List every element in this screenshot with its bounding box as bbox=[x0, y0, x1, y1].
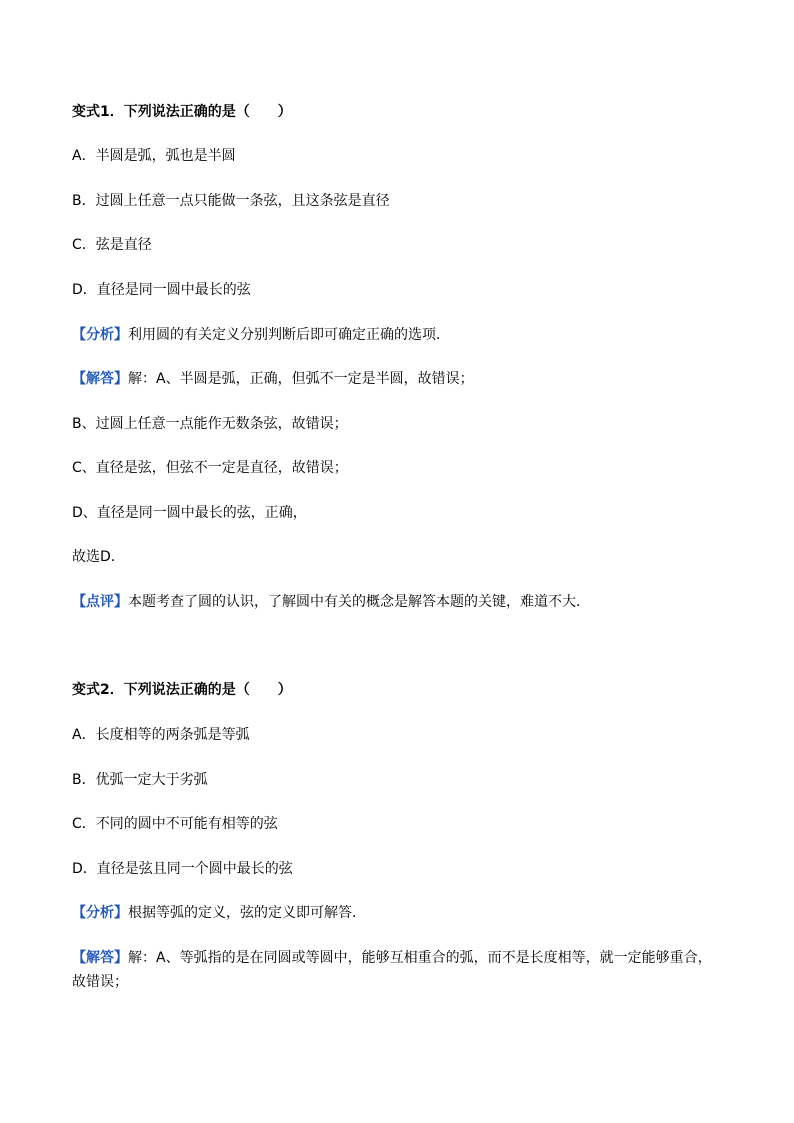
question-1-option-d: D．直径是同一圆中最长的弦 bbox=[72, 282, 251, 298]
question-2-option-b: B．优弧一定大于劣弧 bbox=[72, 772, 208, 788]
question-1-option-a: A．半圆是弧，弧也是半圆 bbox=[72, 148, 236, 164]
question-1-analysis bbox=[72, 324, 722, 346]
comment-tag: 【点评】 bbox=[72, 594, 128, 610]
question-2-option-d: D．直径是弦且同一个圆中最长的弦 bbox=[72, 861, 293, 877]
question-1-option-b: B．过圆上任意一点只能做一条弦，且这条弦是直径 bbox=[72, 193, 390, 209]
answer-text: 解：A、等弧指的是在同圆或等圆中，能够互相重合的弧，而不是长度相等，就一定能够重合，故错误； bbox=[72, 950, 712, 990]
answer-line-2: B、过圆上任意一点能作无数条弦，故错误； bbox=[72, 416, 348, 432]
question-2-option-a: A．长度相等的两条弧是等弧 bbox=[72, 727, 250, 743]
question-1-answer bbox=[72, 368, 722, 390]
question-2-answer bbox=[72, 946, 722, 994]
answer-tag: 【解答】 bbox=[72, 950, 128, 966]
answer-line-5: 故选D． bbox=[72, 549, 125, 565]
analysis-tag: 【分析】 bbox=[72, 327, 128, 343]
answer-line-1: 解：A、半圆是弧，正确，但弧不一定是半圆，故错误； bbox=[128, 371, 474, 387]
analysis-tag: 【分析】 bbox=[72, 905, 128, 921]
question-1-title: 变式1．下列说法正确的是（ ） bbox=[72, 104, 292, 120]
question-1-option-c: C．弦是直径 bbox=[72, 237, 152, 253]
question-1-comment bbox=[72, 591, 722, 613]
question-2-analysis bbox=[72, 902, 722, 924]
analysis-text: 利用圆的有关定义分别判断后即可确定正确的选项． bbox=[128, 327, 450, 343]
comment-text: 本题考查了圆的认识，了解圆中有关的概念是解答本题的关键，难道不大． bbox=[128, 594, 590, 610]
question-2-option-c: C．不同的圆中不可能有相等的弦 bbox=[72, 816, 278, 832]
answer-line-3: C、直径是弦，但弦不一定是直径，故错误； bbox=[72, 460, 348, 476]
answer-tag: 【解答】 bbox=[72, 371, 128, 387]
answer-line-4: D、直径是同一圆中最长的弦，正确， bbox=[72, 505, 307, 521]
question-2-title: 变式2．下列说法正确的是（ ） bbox=[72, 682, 292, 698]
analysis-text: 根据等弧的定义，弦的定义即可解答． bbox=[128, 905, 366, 921]
